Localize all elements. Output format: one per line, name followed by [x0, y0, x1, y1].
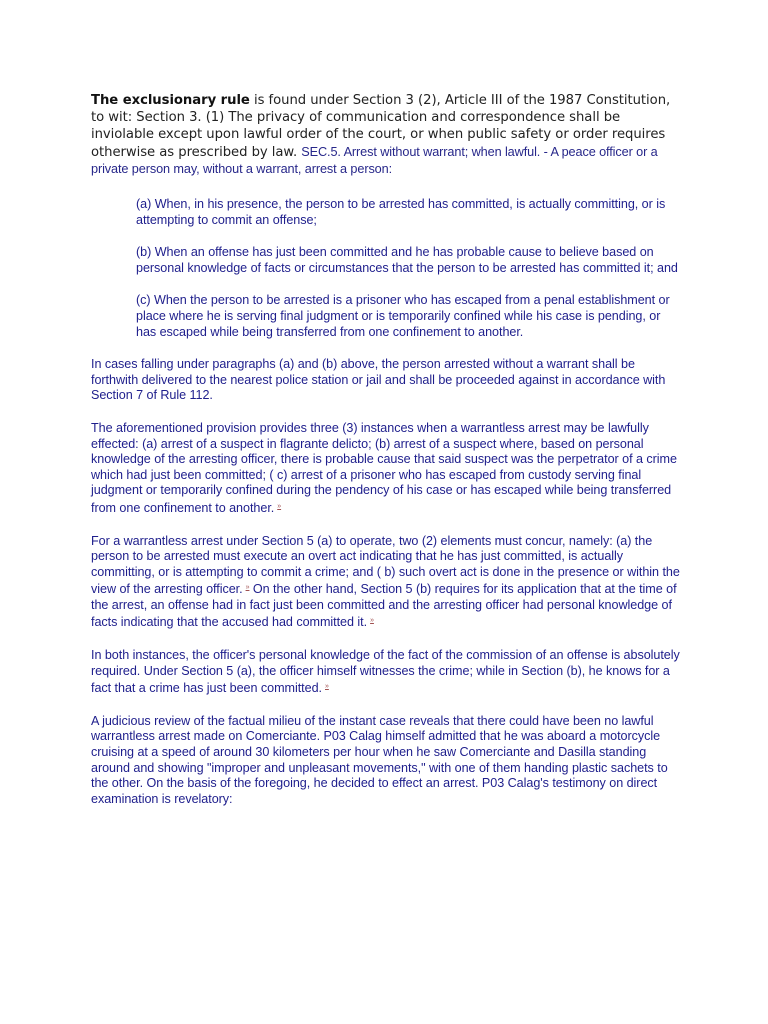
- sec5-text: SEC.5. Arrest without warrant; when lawful. - A peace officer or a private person may, without a warrant, arrest a person:: [91, 144, 658, 176]
- intro-bold-title: The exclusionary rule: [91, 93, 250, 108]
- paragraph-two-elements-text-b: On the other hand, Section 5 (b) requires for its application that at the time of the arrest, an offense had in fact just been committed and the arresting officer had personal knowledge of facts indicating that the accused had committed it.: [91, 582, 677, 630]
- item-b: (b) When an offense has just been committed and he has probable cause to believe based on personal knowledge of facts or circumstances that the person to be arrested has committed it; and: [136, 245, 678, 275]
- intro-paragraph: [91, 92, 681, 178]
- paragraph-two-elements-text-a: For a warrantless arrest under Section 5 (a) to operate, two (2) elements must concur, namely: (a) the person to be arrested must execute an overt act indicating that he has just committed, is actually committing, or is attempting to commit a crime; and ( b) such overt act is done in the presence or within the view of the arresting officer.: [91, 533, 680, 597]
- paragraph-judicious-review: A judicious review of the factual milieu of the instant case reveals that there could have been no lawful warrantless arrest made on Comerciante. P03 Calag himself admitted that he was aboard a motorcycle cruising at a speed of around 30 kilometers per hour when he saw Comerciante and Dasilla standing around and showing "improper and unpleasant movements," with one of them handing plastic sachets to the other. On the basis of the foregoing, he decided to effect an arrest. P03 Calag's testimony on direct examination is revelatory:: [91, 713, 668, 806]
- document-body: [91, 92, 681, 807]
- item-c: (c) When the person to be arrested is a prisoner who has escaped from a penal establishment or place where he is serving final judgment or is temporarily confined while his case is pending, or has escaped while being transferred from one confinement to another.: [136, 293, 670, 339]
- paragraph-three-instances-text: The aforementioned provision provides three (3) instances when a warrantless arrest may be lawfully effected: (a) arrest of a suspect in flagrante delicto; (b) arrest of a suspect where, based on personal knowledge of the arresting officer, there is probable cause that said suspect was the perpetrator of a crime which had just been committed; ( c) arrest of a prisoner who has escaped from custody serving final judgment or temporarily confined during the pendency of his case or has escaped while being transferred from one confinement to another.: [91, 420, 677, 515]
- footnote-link[interactable]: »: [325, 683, 329, 691]
- paragraph-two-elements: [91, 534, 681, 632]
- paragraph-cases-falling: In cases falling under paragraphs (a) and (b) above, the person arrested without a warrant shall be forthwith delivered to the nearest police station or jail and shall be proceeded against in accordance with Section 7 of Rule 112.: [91, 357, 666, 403]
- paragraph-personal-knowledge-text: In both instances, the officer's personal knowledge of the fact of the commission of an offense is absolutely required. Under Section 5 (a), the officer himself witnesses the crime; while in Section (b), he knows for a fact that a crime has just been committed.: [91, 648, 680, 696]
- footnote-link[interactable]: »: [245, 584, 250, 592]
- footnote-link[interactable]: »: [277, 502, 282, 510]
- footnote-link[interactable]: »: [370, 617, 374, 625]
- sec5-items: [136, 197, 681, 340]
- item-a: (a) When, in his presence, the person to be arrested has committed, is actually committing, or is attempting to commit an offense;: [136, 197, 666, 227]
- paragraph-three-instances: [91, 421, 681, 517]
- paragraph-personal-knowledge: [91, 648, 681, 697]
- intro-text: is found under Section 3 (2), Article III of the 1987 Constitution, to wit: Section 3. (1) The privacy of communication and correspondence shall be inviolable except upon lawful order of the court, or when public safety or order requires otherwise as prescribed by law.: [91, 93, 671, 160]
